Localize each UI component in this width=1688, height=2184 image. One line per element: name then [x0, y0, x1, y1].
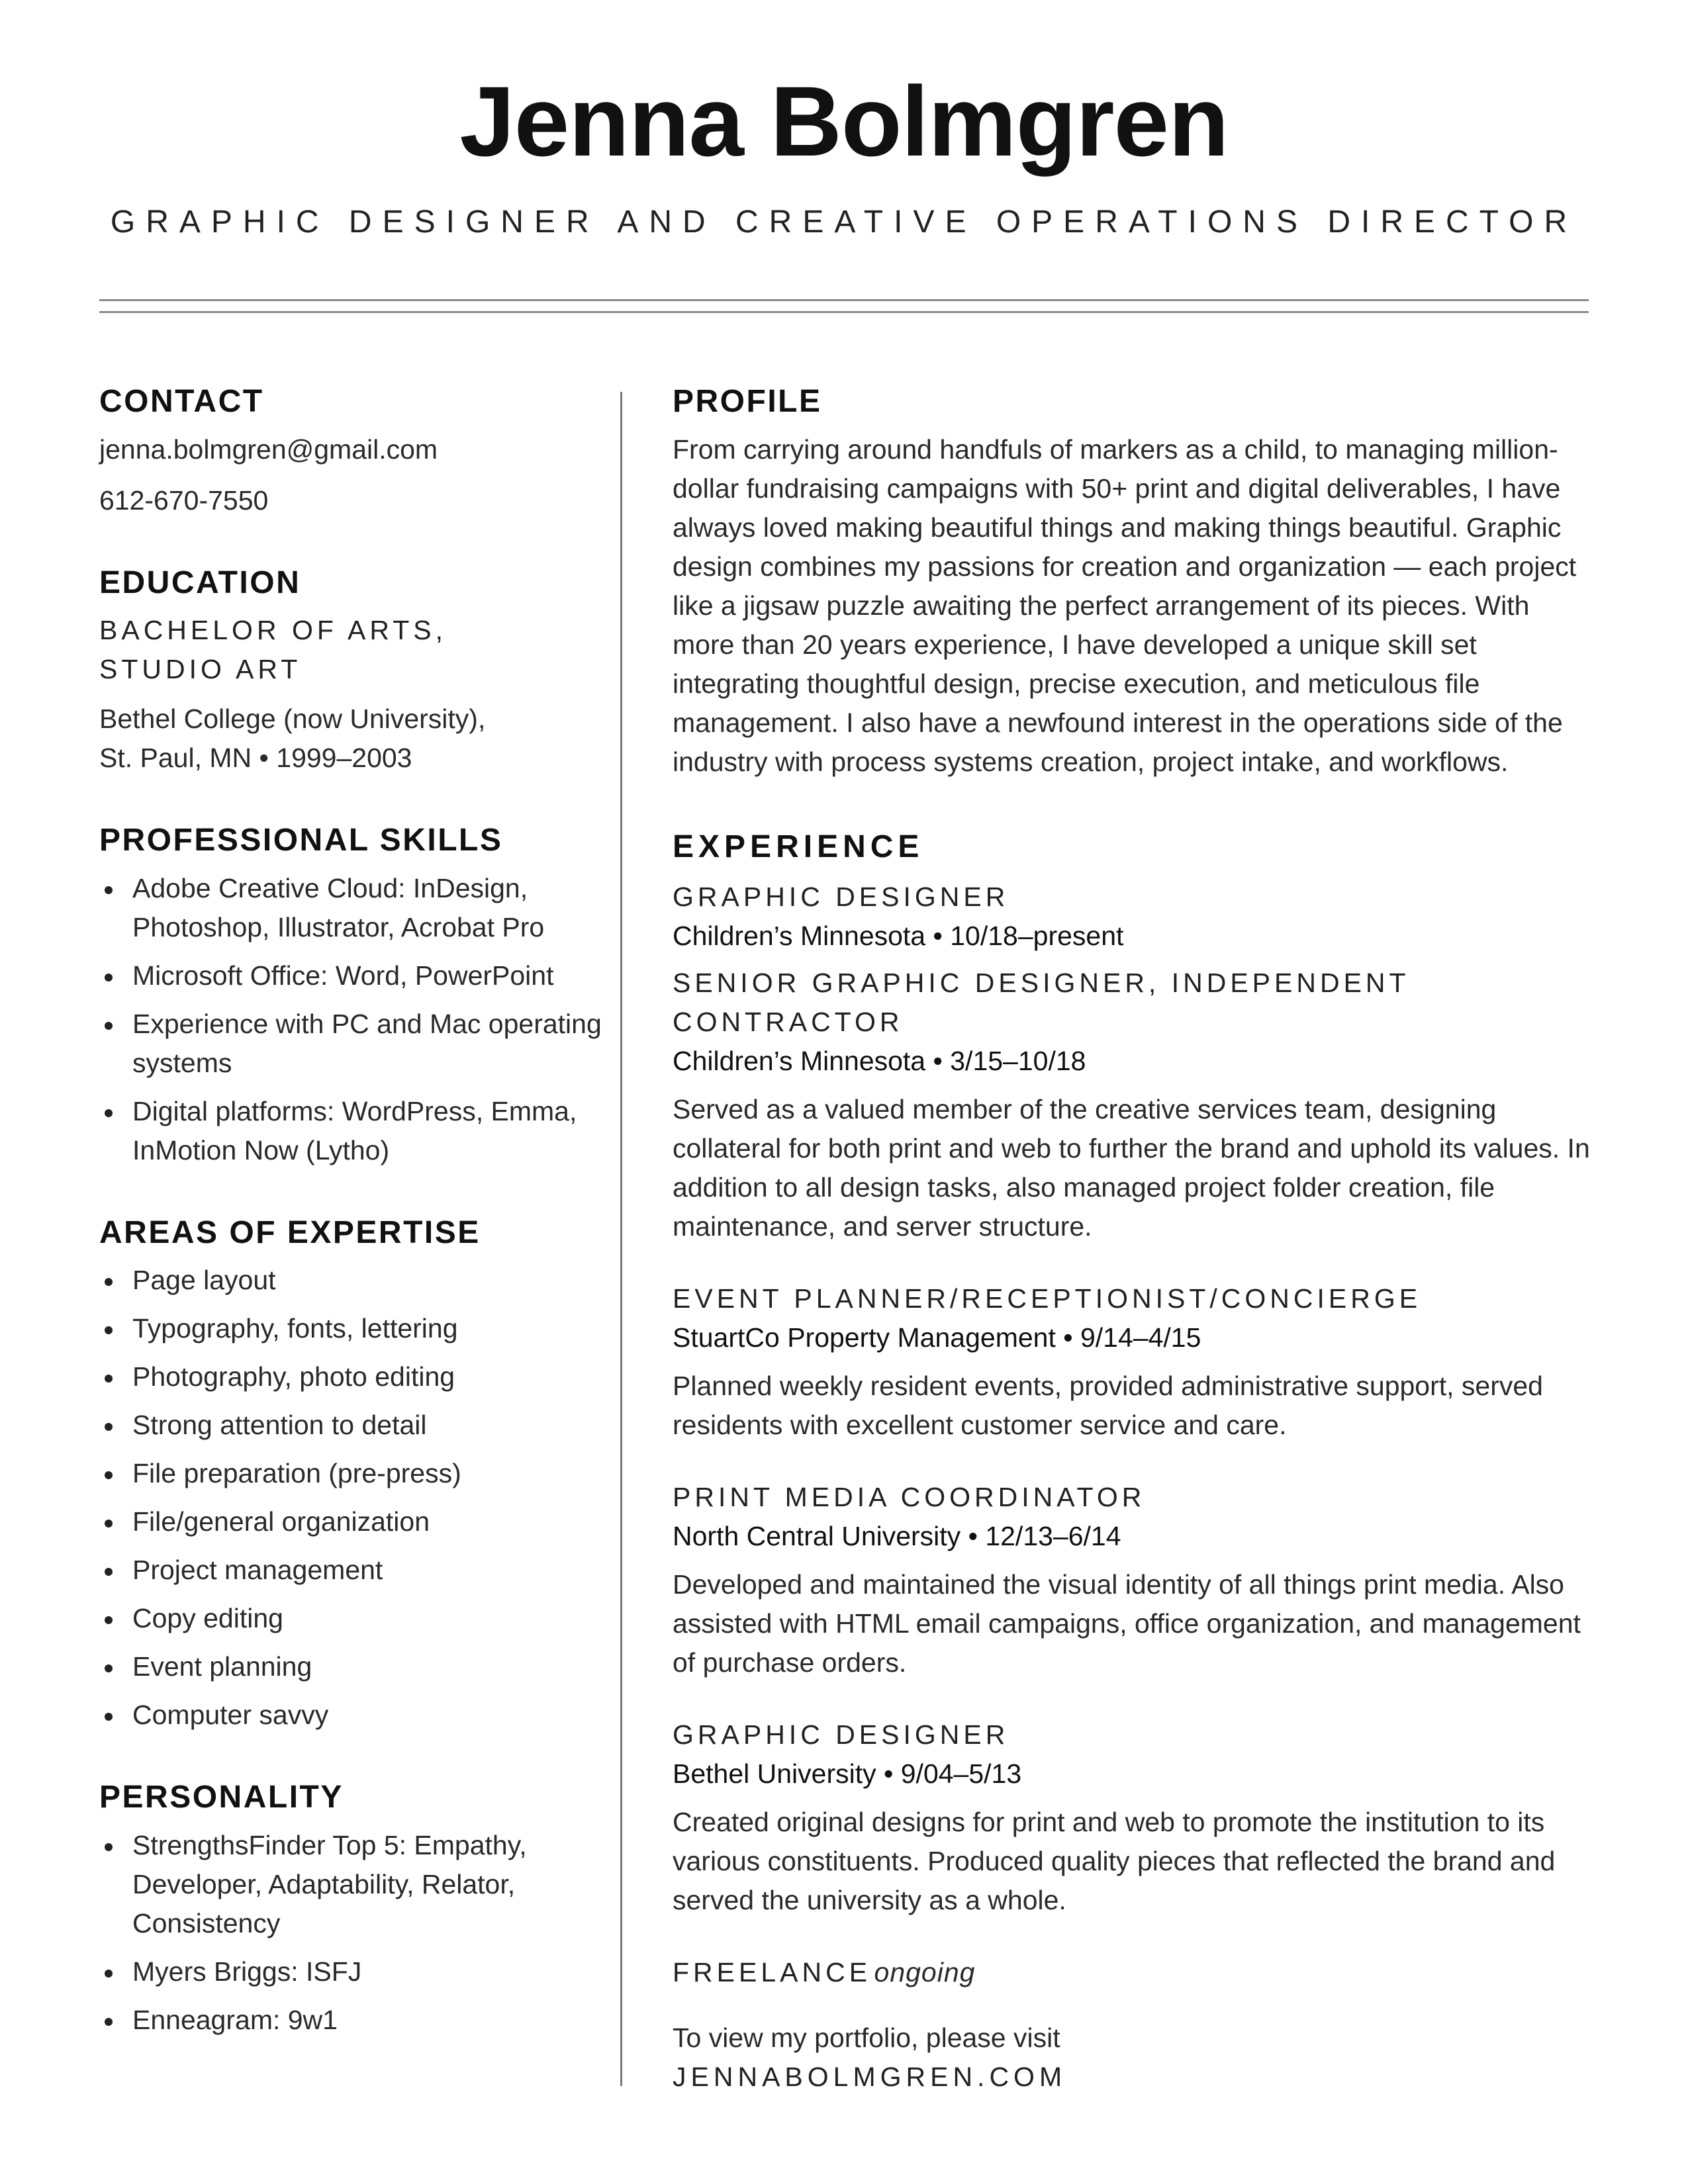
list-item: Project management	[99, 1551, 602, 1590]
job-entry	[673, 964, 1593, 1246]
list-item: File/general organization	[99, 1502, 602, 1541]
job-org: StuartCo Property Management • 9/14–4/15	[673, 1322, 1201, 1353]
list-item: Computer savvy	[99, 1696, 602, 1735]
job-description: Created original designs for print and web to promote the institution to its various constituents. Produced quality pieces that reflected the brand and served the university as a whole.	[673, 1807, 1556, 1916]
job-org: Children’s Minnesota • 10/18–present	[673, 921, 1124, 952]
portfolio-link[interactable]: JENNABOLMGREN.COM	[673, 2062, 1067, 2093]
profile-section	[673, 383, 1593, 782]
freelance-entry	[673, 1953, 1593, 1992]
degree-line-1: BACHELOR OF ARTS,	[99, 615, 447, 646]
list-item: Enneagram: 9w1	[99, 2001, 602, 2040]
freelance-note: ongoing	[874, 1957, 976, 1988]
job-org: North Central University • 12/13–6/14	[673, 1521, 1121, 1552]
list-item: File preparation (pre-press)	[99, 1454, 602, 1493]
job-org: Bethel University • 9/04–5/13	[673, 1758, 1022, 1790]
job-entry	[673, 1478, 1593, 1682]
list-item: Adobe Creative Cloud: InDesign, Photoshop, Illustrator, Acrobat Pro	[99, 869, 602, 947]
job-title: SENIOR GRAPHIC DESIGNER, INDEPENDENT CONTRACTOR	[673, 968, 1409, 1038]
resume-name: Jenna Bolmgren	[459, 66, 1229, 177]
experience-section	[673, 828, 1593, 2097]
contact-phone[interactable]: 612-670-7550	[99, 484, 269, 516]
job-description: Planned weekly resident events, provided administrative support, served residents with excellent customer service and care.	[673, 1371, 1543, 1441]
school-line-1: Bethel College (now University),	[99, 704, 486, 735]
list-item: Typography, fonts, lettering	[99, 1309, 602, 1348]
list-item: Strong attention to detail	[99, 1406, 602, 1445]
list-item: Copy editing	[99, 1599, 602, 1638]
header-rule-bottom	[99, 311, 1589, 313]
right-column	[673, 383, 1593, 2097]
contact-section	[99, 383, 602, 520]
job-title: GRAPHIC DESIGNER	[673, 882, 1009, 913]
education-section	[99, 564, 602, 778]
skills-heading: PROFESSIONAL SKILLS	[99, 823, 503, 858]
experience-heading: EXPERIENCE	[673, 829, 924, 864]
contact-heading: CONTACT	[99, 384, 264, 419]
column-divider	[620, 392, 622, 2086]
job-entry	[673, 1715, 1593, 1920]
list-item: Digital platforms: WordPress, Emma, InMotion Now (Lytho)	[99, 1092, 602, 1170]
portfolio-text: To view my portfolio, please visit	[673, 2023, 1060, 2054]
personality-section	[99, 1778, 602, 2040]
job-description: Developed and maintained the visual identity of all things print media. Also assisted with HTML email campaigns, office organization, and management of purchase orders.	[673, 1569, 1581, 1678]
profile-text: From carrying around handfuls of markers as a child, to managing million-dollar fundraising campaigns with 50+ print and digital deliverables, I have always loved making beautiful things and making things beautiful. Graphic design combines my passions for creation and organization — each project like a jigsaw puzzle awaiting the perfect arrangement of its pieces. With more than 20 years experience, I have developed a unique skill set integrating thoughtful design, precise execution, and meticulous file management. I also have a newfound interest in the operations side of the industry with process systems creation, project intake, and workflows.	[673, 433, 1577, 777]
left-column	[99, 383, 602, 2049]
job-title: PRINT MEDIA COORDINATOR	[673, 1482, 1146, 1513]
job-title: EVENT PLANNER/RECEPTIONIST/CONCIERGE	[673, 1283, 1422, 1314]
list-item: Microsoft Office: Word, PowerPoint	[99, 956, 602, 995]
profile-heading: PROFILE	[673, 384, 822, 419]
list-item: Experience with PC and Mac operating systems	[99, 1005, 602, 1083]
job-org: Children’s Minnesota • 3/15–10/18	[673, 1046, 1086, 1077]
contact-email[interactable]: jenna.bolmgren@gmail.com	[99, 433, 438, 465]
list-item: Event planning	[99, 1647, 602, 1686]
expertise-heading: AREAS OF EXPERTISE	[99, 1214, 481, 1250]
list-item: Photography, photo editing	[99, 1357, 602, 1396]
list-item: Page layout	[99, 1261, 602, 1300]
job-entry	[673, 878, 1593, 956]
list-item: StrengthsFinder Top 5: Empathy, Developer, Adaptability, Relator, Consistency	[99, 1826, 602, 1943]
job-description: Served as a valued member of the creative services team, designing collateral for both print and web to further the brand and uphold its values. In addition to all design tasks, also managed project folder creation, file maintenance, and server structure.	[673, 1094, 1590, 1242]
list-item: Myers Briggs: ISFJ	[99, 1952, 602, 1991]
expertise-list	[99, 1261, 602, 1735]
freelance-label: FREELANCE	[673, 1957, 872, 1988]
school-line-2: St. Paul, MN • 1999–2003	[99, 743, 412, 774]
expertise-section	[99, 1214, 602, 1735]
header-rule-top	[99, 299, 1589, 301]
education-heading: EDUCATION	[99, 565, 301, 600]
job-title: GRAPHIC DESIGNER	[673, 1719, 1009, 1751]
skills-section	[99, 821, 602, 1170]
personality-heading: PERSONALITY	[99, 1780, 344, 1815]
resume-title: GRAPHIC DESIGNER AND CREATIVE OPERATIONS DIRECTOR	[110, 205, 1578, 240]
personality-list	[99, 1826, 602, 2040]
job-entry	[673, 1279, 1593, 1445]
skills-list	[99, 869, 602, 1170]
degree-line-2: STUDIO ART	[99, 654, 302, 685]
